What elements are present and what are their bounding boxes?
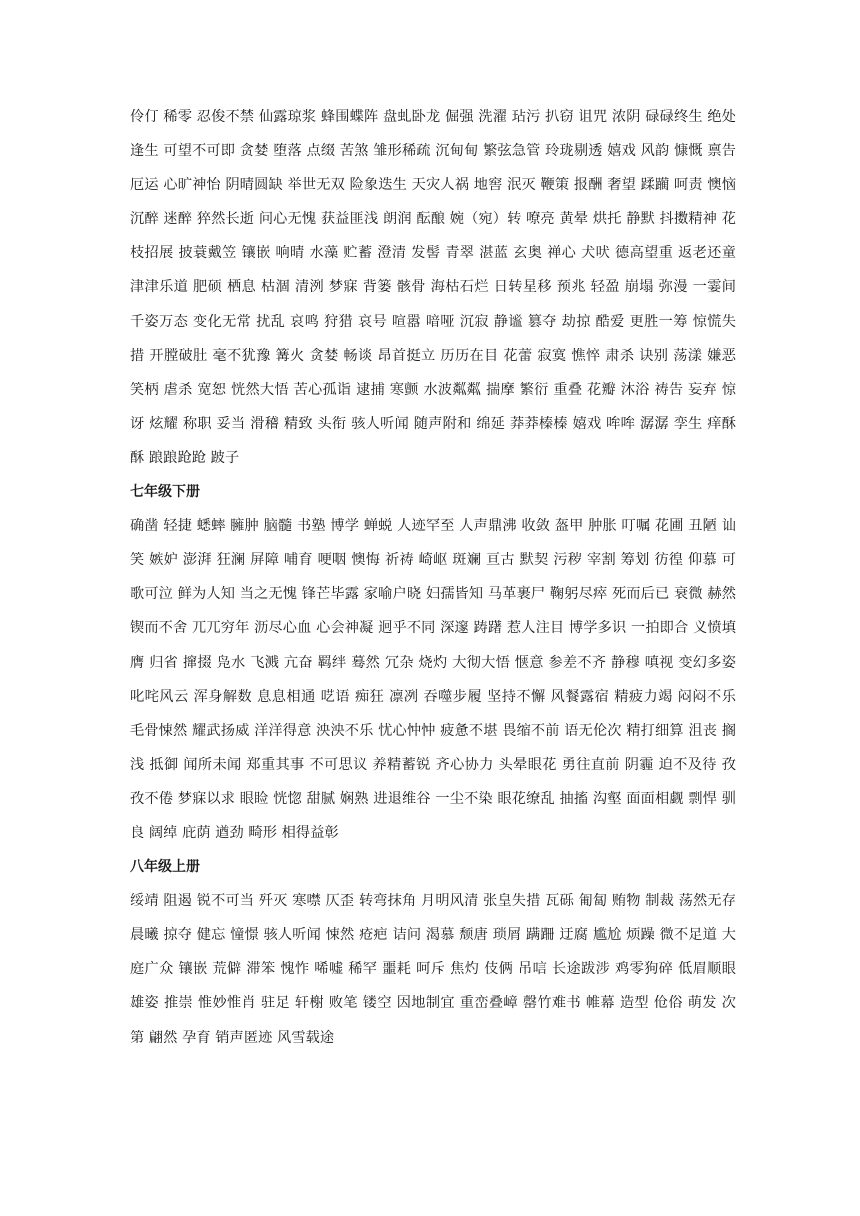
vocabulary-text-grade7-lower: 确凿 轻捷 蟋蟀 臃肿 脑髓 书塾 博学 蝉蜕 人迹罕至 人声鼎沸 收敛 盔甲 肿胀 叮嘱 花圃 丑陋 讪笑 嫉妒 澎湃 狂澜 屏障 哺育 哽咽 懊悔 祈祷 崎岖 斑斓 亘古 默契 污秽 宰割 筹划 彷徨 仰慕 可歌可泣 鲜为人知 当之无愧 锋芒毕露 家喻户晓 妇孺皆知 马革裹尸 鞠躬尽瘁 死而后已 衰微 赫然 锲而不舍 兀兀穷年 沥尽心血 心会神凝 迥乎不同 深邃 踌躇 惹人注目 博学多识 一拍即合 义愤填膺 归省 撺掇 凫水 飞溅 亢奋 羁绊 蓦然 冗杂 烧灼 大彻大悟 惬意 参差不齐 静穆 嗔视 变幻多姿 叱咤风云 浑身解数 息息相通 呓语 痴狂 凛冽 吞噬步履 坚持不懈 风餐露宿 精疲力竭 闷闷不乐 毛骨悚然 耀武扬威 洋洋得意 泱泱不乐 忧心忡忡 疲惫不堪 畏缩不前 语无伦次 精打细算 沮丧 搁浅 抵御 闻所未闻 郑重其事 不可思议 养精蓄锐 齐心协力 头晕眼花 勇往直前 阴霾 迫不及待 孜孜不倦 梦寐以求 眼睑 恍惚 甜腻 娴熟 进退维谷 一尘不染 眼花缭乱 抽搐 沟壑 面面相觑 剽悍 驯良 阔绰 庇荫 遒劲 畸形 相得益彰: [130, 518, 736, 841]
vocabulary-text-grade7-upper: 伶仃 稀零 忍俊不禁 仙露琼浆 蜂围蝶阵 盘虬卧龙 倔强 洗濯 玷污 扒窃 诅咒 浓阴 碌碌终生 绝处逢生 可望不可即 贪婪 堕落 点缀 苦煞 雏形稀疏 沉甸甸 繁弦急管 玲珑剔透 嬉戏 风韵 慷慨 禀告 厄运 心旷神怡 阴晴圆缺 举世无双 险象迭生 天灾人祸 地窖 泯灭 鞭策 报酬 奢望 蹂躏 呵责 懊恼 沉醉 迷醉 猝然长逝 问心无愧 获益匪浅 朗润 酝酿 婉（宛）转 嘹亮 黄晕 烘托 静默 抖擞精神 花枝招展 披蓑戴笠 镶嵌 响晴 水藻 贮蓄 澄清 发髻 青翠 湛蓝 玄奥 禅心 犬吠 德高望重 返老还童 津津乐道 肥硕 栖息 枯涸 清洌 梦寐 背篓 骸骨 海枯石烂 日转星移 预兆 轻盈 崩塌 弥漫 一霎间 千姿万态 变化无常 扰乱 哀鸣 狩猎 哀号 喧嚣 喑哑 沉寂 静谧 篡夺 劫掠 酷爱 更胜一筹 惊慌失措 开膛破肚 毫不犹豫 篝火 贪婪 畅谈 昂首挺立 历历在目 花蕾 寂寞 憔悴 肃杀 诀别 荡漾 嫌恶 笑柄 虐杀 宽恕 恍然大悟 苦心孤诣 逮捕 寒颤 水波粼粼 揣摩 繁衍 重叠 花瓣 沐浴 祷告 妄弃 惊讶 炫耀 称职 妥当 滑稽 精致 头衔 骇人听闻 随声附和 绵延 莽莽榛榛 嬉戏 哞哞 潺潺 孪生 痒酥酥 踉踉跄跄 跛子: [130, 109, 736, 466]
section-heading-grade7-lower: 七年级下册: [130, 484, 200, 501]
document-page: [130, 100, 736, 1055]
section-heading-grade8-upper: 八年级上册: [130, 859, 200, 876]
vocabulary-text-grade8-upper: 绥靖 阻遏 锐不可当 歼灭 寒噤 仄歪 转弯抹角 月明风清 张皇失措 瓦砾 匍匐 贿物 制裁 荡然无存 晨曦 掠夺 健忘 憧憬 骇人听闻 悚然 疮疤 诘问 渴慕 颓唐 琐屑 蹒跚 迂腐 尴尬 烦躁 微不足道 大庭广众 镶嵌 荒僻 滞笨 愧怍 唏嘘 稀罕 噩耗 呵斥 焦灼 伎俩 吊唁 长途跋涉 鸡零狗碎 低眉顺眼 雄姿 推崇 惟妙惟肖 驻足 轩榭 败笔 镂空 因地制宜 重峦叠嶂 罄竹难书 帷幕 造型 伧俗 萌发 次第 翩然 孕育 销声匿迹 风雪载途: [130, 893, 736, 1046]
